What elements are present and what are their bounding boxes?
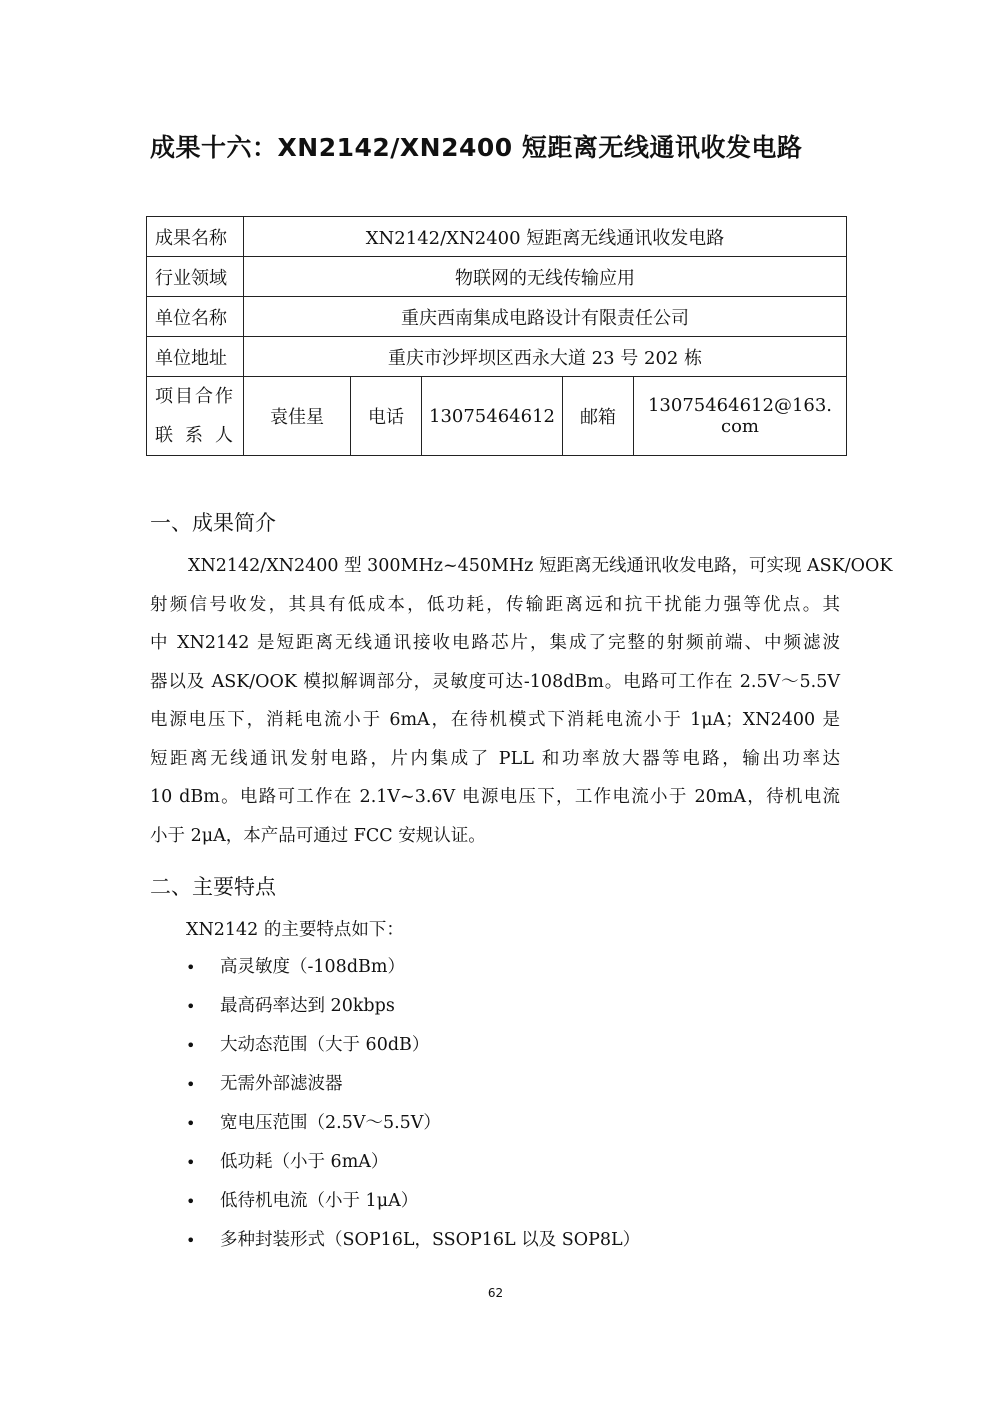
- bullet-icon: •: [186, 1153, 196, 1172]
- email-value: 13075464612@163. com: [634, 377, 847, 456]
- list-item: [150, 948, 640, 987]
- table-row: [147, 297, 847, 337]
- email-label: 邮箱: [563, 377, 634, 456]
- paragraph-line: 短距离无线通讯发射电路，片内集成了 PLL 和功率放大器等电路，输出功率达: [150, 748, 840, 769]
- feature-text: 低功耗（小于 6mA）: [220, 1152, 389, 1172]
- feature-text: 低待机电流（小于 1μA）: [220, 1191, 419, 1211]
- feature-list: [150, 948, 640, 1260]
- table-row: [147, 337, 847, 377]
- row-label: 成果名称: [147, 217, 244, 257]
- row-value: 重庆西南集成电路设计有限责任公司: [244, 297, 847, 337]
- bullet-icon: •: [186, 1114, 196, 1133]
- info-table: [146, 216, 847, 456]
- list-item: [150, 987, 640, 1026]
- paragraph-line: 射频信号收发，其具有低成本，低功耗，传输距离远和抗干扰能力强等优点。其: [150, 594, 840, 615]
- contact-label-line1: 项目合作: [155, 386, 233, 407]
- paragraph-line: 10 dBm。电路可工作在 2.1V~3.6V 电源电压下，工作电流小于 20mA，待机电流: [150, 787, 840, 807]
- list-item: [150, 1221, 640, 1260]
- section2-heading: 二、主要特点: [150, 875, 276, 899]
- section1-heading: 一、成果简介: [150, 511, 276, 535]
- paragraph-line: 器以及 ASK/OOK 模拟解调部分，灵敏度可达-108dBm。电路可工作在 2.5V～5.5V: [150, 671, 840, 692]
- row-value: XN2142/XN2400 短距离无线通讯收发电路: [244, 217, 847, 257]
- contact-name: 袁佳星: [244, 377, 351, 456]
- bullet-icon: •: [186, 997, 196, 1016]
- contact-label-line2: 联 系 人: [155, 425, 233, 446]
- feature-text: 大动态范围（大于 60dB）: [220, 1035, 430, 1055]
- row-value: 重庆市沙坪坝区西永大道 23 号 202 栋: [244, 337, 847, 377]
- bullet-icon: •: [186, 1075, 196, 1094]
- bullet-icon: •: [186, 958, 196, 977]
- paragraph-line: XN2142/XN2400 型 300MHz~450MHz 短距离无线通讯收发电路，可实现 ASK/OOK: [188, 556, 893, 576]
- contact-row: [147, 377, 847, 456]
- table-row: [147, 257, 847, 297]
- list-item: [150, 1143, 640, 1182]
- feature-text: 无需外部滤波器: [220, 1074, 343, 1094]
- paragraph-line: 中 XN2142 是短距离无线通讯接收电路芯片，集成了完整的射频前端、中频滤波: [150, 633, 840, 653]
- section1-paragraph: [150, 547, 893, 855]
- bullet-icon: •: [186, 1231, 196, 1250]
- paragraph-line: 小于 2μA，本产品可通过 FCC 安规认证。: [150, 825, 486, 846]
- bullet-icon: •: [186, 1036, 196, 1055]
- feature-text: 宽电压范围（2.5V～5.5V）: [220, 1113, 441, 1133]
- list-item: [150, 1182, 640, 1221]
- feature-text: 高灵敏度（-108dBm）: [220, 957, 405, 977]
- row-label: 单位名称: [147, 297, 244, 337]
- row-value: 物联网的无线传输应用: [244, 257, 847, 297]
- features-intro: XN2142 的主要特点如下：: [186, 920, 404, 940]
- table-row: [147, 217, 847, 257]
- paragraph-line: 电源电压下，消耗电流小于 6mA，在待机模式下消耗电流小于 1μA；XN2400 是: [150, 710, 840, 730]
- list-item: [150, 1065, 640, 1104]
- row-label: 行业领域: [147, 257, 244, 297]
- page-title: 成果十六：XN2142/XN2400 短距离无线通讯收发电路: [150, 133, 803, 162]
- phone-value: 13075464612: [422, 377, 563, 456]
- page-number: 62: [487, 1286, 504, 1300]
- feature-text: 最高码率达到 20kbps: [220, 996, 395, 1016]
- row-label: 单位地址: [147, 337, 244, 377]
- phone-label: 电话: [351, 377, 422, 456]
- list-item: [150, 1026, 640, 1065]
- list-item: [150, 1104, 640, 1143]
- feature-text: 多种封装形式（SOP16L，SSOP16L 以及 SOP8L）: [220, 1230, 641, 1250]
- contact-label: [147, 377, 244, 456]
- bullet-icon: •: [186, 1192, 196, 1211]
